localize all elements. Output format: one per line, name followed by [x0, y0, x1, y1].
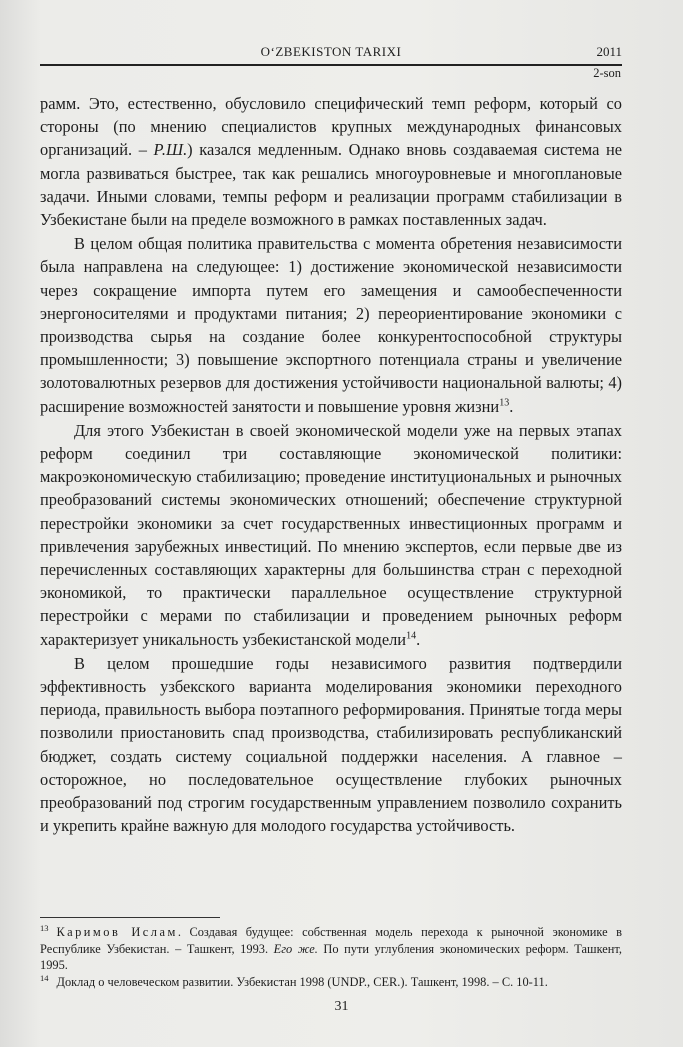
footnote-13: [40, 924, 622, 974]
footnote-14-number: 14: [40, 972, 49, 983]
footnote-ref-13: 13: [499, 397, 510, 409]
page-number: 31: [334, 999, 349, 1014]
paragraph-1-text: рамм. Это, естественно, обусловило специфический темп реформ, который со стороны (по мнению специалистов крупных международных финансовых организаций. –: [40, 94, 622, 160]
footnote-13-author: Каримов Ислам: [56, 925, 178, 939]
journal-year: 2011: [596, 44, 622, 59]
footnote-13-text-cont: По пути углубления экономических реформ. Ташкент, 1995.: [40, 941, 622, 973]
footnote-14-text: Доклад о человеческом развитии. Узбекистан 1998 (UNDP., CER.). Ташкент, 1998. – С. 10-11.: [56, 974, 548, 989]
footnote-divider: [40, 917, 220, 918]
paragraph-2: [40, 232, 622, 418]
footnotes: [40, 917, 622, 990]
journal-title: O‘ZBEKISTON TARIXI: [260, 44, 402, 59]
article-body: [40, 92, 622, 838]
paragraph-3-end: .: [416, 629, 421, 649]
paragraph-3: [40, 419, 622, 651]
footnote-ref-14: 14: [406, 630, 417, 642]
running-header: [40, 44, 622, 66]
paragraph-3-text: Для этого Узбекистан в своей экономической модели уже на первых этапах реформ соединил три составляющие экономической политики: макроэкономическую стабилизацию; проведение институциональных и рыночных преобразований системы экономических отношений; обеспечение структурной перестройки экономики за счет государственных инвестиционных программ и привлечения зарубежных инвестиций. По мнению экспертов, если первые две из перечисленных составляющих характерны для большинства стран с переходной экономикой, то практически параллельное осуществление структурной перестройки с мерами по стабилизации и проведением рыночных реформ характеризует уникальность узбекистанской модели: [40, 420, 622, 649]
footnote-13-italic: Его же.: [273, 941, 318, 956]
paragraph-1-text-cont: ) казался медленным. Однако вновь создаваемая система не могла развиваться быстрее, так как решались многоуровневые и многоплановые задачи. Иными словами, темпы реформ и реализации программ стабилизации в Узбекистане были на пределе возможного в рамках поставленных задач.: [40, 140, 622, 230]
paragraph-4: [40, 652, 622, 838]
paragraph-2-text: В целом общая политика правительства с момента обретения независимости была направлена на следующее: 1) достижение экономической независимости через сокращение импорта путем его замещения и самообеспеченности энергоносителями и продуктами питания; 2) переориентирование экономики с производства сырья на создание более конкурентоспособной структуры промышленности; 3) повышение экспортного потенциала страны и увеличение золотовалютных резервов для достижения устойчивости национальной валюты; 4) расширение возможностей занятости и повышение уровня жизни: [40, 234, 622, 416]
paragraph-2-end: .: [509, 396, 514, 416]
paragraph-4-text: В целом прошедшие годы независимого развития подтвердили эффективность узбекского варианта моделирования экономики переходного периода, правильность выбора поэтапного реформирования. Принятые тогда меры позволили приостановить спад производства, стабилизировать республиканский бюджет, создать систему социальной поддержки населения. А главное – осторожное, но последовательное осуществление глубоких рыночных преобразований под строгим государственным управлением позволило сохранить и укрепить крайне важную для молодого государства устойчивость.: [40, 653, 622, 836]
journal-issue: 2-son: [593, 66, 621, 80]
footnote-13-text: . Создавая будущее: собственная модель перехода к рыночной экономике в Республике Узбекистан. – Ташкент, 1993.: [40, 925, 623, 956]
footnote-13-number: 13: [40, 922, 49, 933]
paragraph-1: [40, 92, 622, 231]
footnote-14: [40, 974, 622, 991]
author-initials: Р.Ш.: [153, 140, 188, 160]
